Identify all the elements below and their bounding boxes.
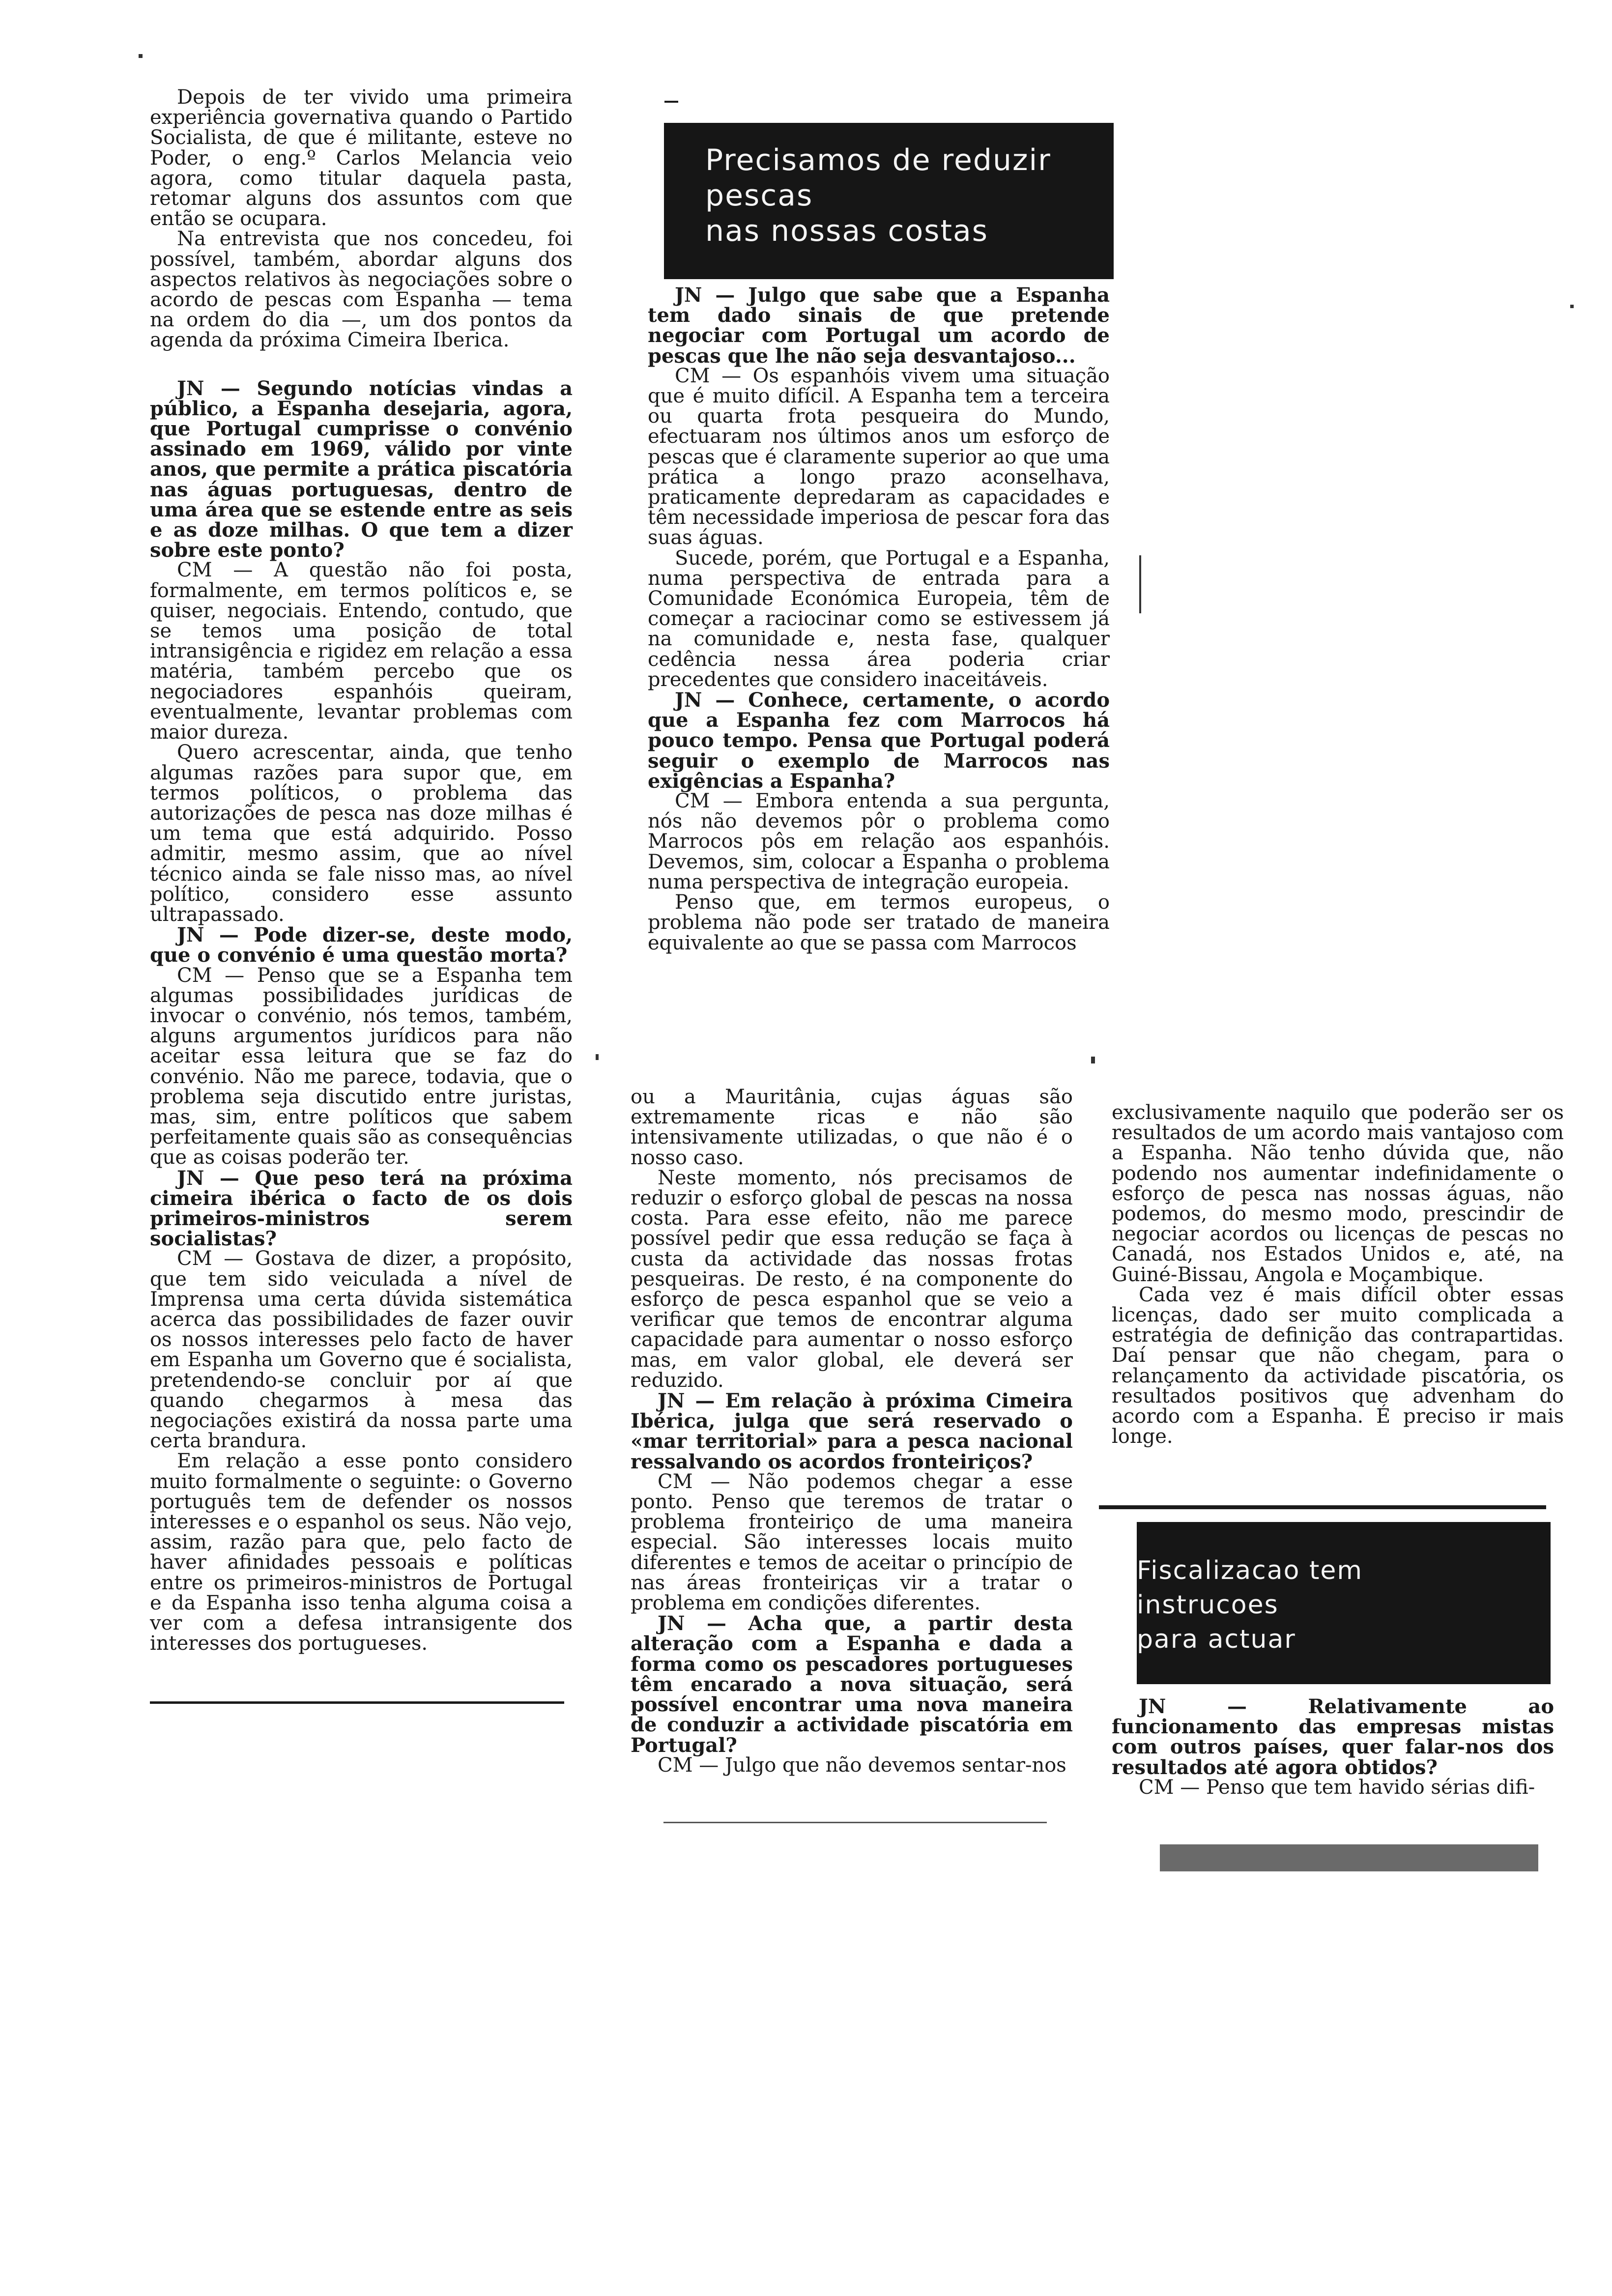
question-paragraph: JN — Que peso terá na próxima cimeira ibérica o facto de os dois primeiros-ministros serem socialistas? <box>150 1166 573 1251</box>
article-column-right-lower <box>1112 1696 1554 1798</box>
scan-rule <box>663 1822 1047 1823</box>
scan-speck <box>1091 1057 1095 1063</box>
answer-paragraph: CM — A questão não foi posta, formalmente, em termos políticos e, se quiser, negociais. Entendo, contudo, que se temos uma posição de total intransigência e rigidez em relação a essa matéria, também percebo que os negociadores espanhóis queiram, eventualmente, levantar problemas com maior dureza. <box>150 559 573 744</box>
section-rule <box>1099 1505 1546 1509</box>
answer-paragraph: CM — Gostava de dizer, a propósito, que tem sido veiculada a nível de Imprensa uma certa dúvida sistemática acerca das possibilidades de fazer ouvir os nossos interesses pelo facto de haver em Espanha um Governo que é socialista, pretendendo-se concluir por aí que quando chegarmos à mesa das negociações existirá da nossa parte uma certa brandura. <box>150 1247 573 1453</box>
section-heading-line: para actuar <box>1137 1625 1296 1654</box>
scan-speck <box>139 54 143 58</box>
question-paragraph: JN — Em relação à próxima Cimeira Ibérica, julga que será reservado o «mar territorial» para a pesca nacional ressalvando os acordos fronteiriços? <box>631 1389 1073 1473</box>
article-column-right <box>1112 1103 1564 1447</box>
article-column-middle-lower <box>631 1087 1073 1776</box>
section-heading-line: pescas <box>705 178 813 213</box>
scan-speck <box>1570 305 1574 308</box>
question-paragraph: JN — Julgo que sabe que a Espanha tem dado sinais de que pretende negociar com Portugal um acordo de pescas que lhe não seja desvantajoso... <box>648 284 1110 368</box>
answer-paragraph: Em relação a esse ponto considero muito formalmente o seguinte: o Governo português tem de defender os nossos interesses e o espanhol os seus. Não vejo, assim, razão para que, pelo facto de haver afinidades pessoais e políticas entre os primeiros-ministros de Portugal e da Espanha isso tenha alguma coisa a ver com a defesa intransigente dos interesses dos portugueses. <box>150 1450 573 1655</box>
intro-paragraph: Na entrevista que nos concedeu, foi possível, também, abordar alguns dos aspectos relativos às negociações sobre o acordo de pescas com Espanha — tema na ordem do dia —, um dos pontos da agenda da próxima Cimeira Iberica. <box>150 228 573 352</box>
section-heading-box <box>1137 1522 1551 1684</box>
question-paragraph: JN — Relativamente ao funcionamento das empresas mistas com outros países, quer falar-nos dos resultados até agora obtidos? <box>1112 1695 1554 1779</box>
section-heading-line: Precisamos de reduzir <box>705 143 1051 177</box>
answer-paragraph: ou a Mauritânia, cujas águas são extremamente ricas e não são intensivamente utilizadas, o que não é o nosso caso. <box>631 1086 1073 1169</box>
answer-paragraph: CM — Os espanhóis vivem uma situação que é muito difícil. A Espanha tem a terceira ou quarta frota pesqueira do Mundo, efectuaram nos últimos anos um esforço de pescas que é claramente superior ao que uma prática a longo prazo aconselhava, praticamente depredaram as capacidades e têm necessidade imperiosa de pescar fora das suas águas. <box>648 364 1110 549</box>
scan-bottom-band <box>1160 1844 1538 1871</box>
section-heading-line: Fiscalizacao tem <box>1137 1556 1363 1585</box>
answer-paragraph: Quero acrescentar, ainda, que tenho algumas razões para supor que, em termos políticos, o problema das autorizações de pesca nas doze milhas é um tema que está adquirido. Posso admitir, mesmo assim, que ao nível técnico ainda se fale nisso mas, ao nível político, considero esse assunto ultrapassado. <box>150 741 573 926</box>
scan-speck <box>1139 555 1141 613</box>
section-heading-line: instrucoes <box>1137 1590 1279 1620</box>
answer-paragraph: exclusivamente naquilo que poderão ser os resultados de um acordo mais vantajoso com a Espanha. Não tenho dúvida que, não podendo nos aumentar indefinidamente o esforço de pesca nas nossas águas, não podemos, do mesmo modo, prescindir de negociar acordos ou licenças de pescas no Canadá, nos Estados Unidos e, até, na Guiné-Bissau, Angola e Moçambique. <box>1112 1101 1564 1286</box>
answer-paragraph: Penso que, em termos europeus, o problema não pode ser tratado de maneira equivalente ao que se passa com Marrocos <box>648 891 1110 954</box>
column-end-rule <box>150 1701 564 1704</box>
answer-paragraph: Neste momento, nós precisamos de reduzir o esforço global de pescas na nossa costa. Para esse efeito, não me parece possível pedir que essa redução se faça à custa da actividade das nossas frotas pesqueiras. De resto, é na componente do esforço de pesca espanhol que se veio a verificar que temos de encontrar alguma capacidade para aumentar o nosso esforço mas, em valor global, ele deverá ser reduzido. <box>631 1166 1073 1392</box>
answer-paragraph: CM — Penso que se a Espanha tem algumas possibilidades jurídicas de invocar o convénio, nós temos, também, alguns argumentos jurídicos para não aceitar essa leitura que se faz do convénio. Não me parece, todavia, que o problema seja discutido entre juristas, mas, sim, entre políticos que sabem perfeitamente quais são as consequências que as coisas poderão ter. <box>150 964 573 1169</box>
question-paragraph: JN — Segundo notícias vindas a público, a Espanha desejaria, agora, que Portugal cumprisse o convénio assinado em 1969, válido por vinte anos, que permite a prática piscatória nas águas portuguesas, dentro de uma área que se estende entre as seis e as doze milhas. O que tem a dizer sobre este ponto? <box>150 376 573 562</box>
answer-paragraph: Cada vez é mais difícil obter essas licenças, dado ser muito complicada a estratégia de definição das contrapartidas. Daí pensar que não chegam, para o relançamento da actividade piscatória, os resultados positivos que advenham do acordo com a Espanha. É preciso ir mais longe. <box>1112 1283 1564 1448</box>
scan-speck <box>596 1054 599 1060</box>
answer-paragraph: CM — Penso que tem havido sérias difi- <box>1139 1776 1535 1799</box>
answer-paragraph: Sucede, porém, que Portugal e a Espanha, numa perspectiva de entrada para a Comunidade Económica Europeia, têm de começar a raciocinar como se estivessem já na comunidade e, nesta fase, qualquer cedência nessa área poderia criar precedentes que considero inaceitáveis. <box>648 546 1110 691</box>
answer-paragraph: CM — Não podemos chegar a esse ponto. Penso que teremos de tratar o problema fronteiriço de uma maneira especial. São interesses locais muito diferentes e temos de aceitar o princípio de nas áreas fronteiriças vir a tratar o problema em condições diferentes. <box>631 1470 1073 1615</box>
article-column-middle <box>648 285 1110 953</box>
answer-paragraph: CM — Julgo que não devemos sentar-nos <box>658 1753 1066 1777</box>
article-column-left <box>150 87 573 1654</box>
question-paragraph: JN — Pode dizer-se, deste modo, que o convénio é uma questão morta? <box>150 923 573 967</box>
intro-paragraph: Depois de ter vivido uma primeira experiência governativa quando o Partido Socialista, de que é militante, esteve no Poder, o eng.º Carlos Melancia veio agora, como titular daquela pasta, retomar alguns dos assuntos com que então se ocupara. <box>150 86 573 230</box>
top-dash <box>664 101 678 103</box>
question-paragraph: JN — Conhece, certamente, o acordo que a Espanha fez com Marrocos há pouco tempo. Pensa que Portugal poderá seguir o exemplo de Marrocos nas exigências a Espanha? <box>648 689 1110 793</box>
section-heading-line: nas nossas costas <box>705 214 988 248</box>
section-heading-box <box>664 123 1114 279</box>
question-paragraph: JN — Acha que, a partir desta alteração com a Espanha e dada a forma como os pescadores portugueses têm encarado a nova situação, será possível encontrar uma nova maneira de conduzir a actividade piscatória em Portugal? <box>631 1612 1073 1757</box>
answer-paragraph: CM — Embora entenda a sua pergunta, nós não devemos pôr o problema como Marrocos pôs em relação aos espanhóis. Devemos, sim, colocar a Espanha o problema numa perspectiva de integração europeia. <box>648 790 1110 893</box>
